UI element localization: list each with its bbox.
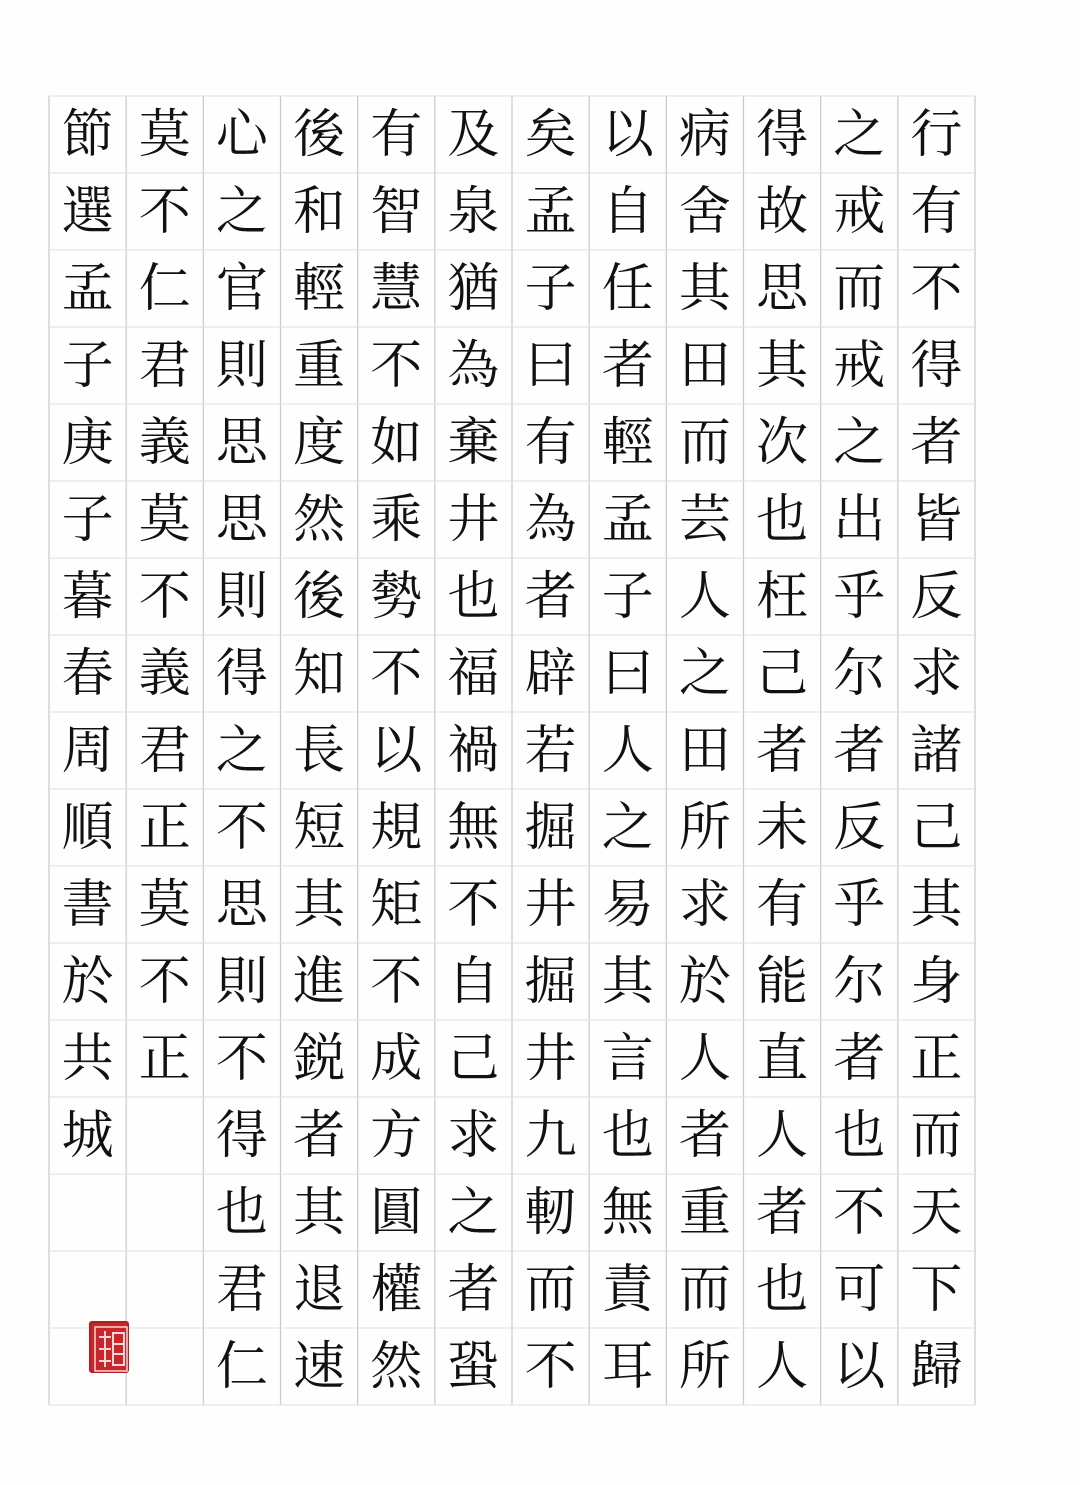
character-cell: 之: [833, 104, 886, 165]
character-cell: 城: [61, 1105, 114, 1166]
character-cell: 得: [756, 104, 809, 165]
character-cell: 耳: [601, 1336, 654, 1397]
character-cell: 皆: [910, 489, 963, 550]
character-cell: 共: [61, 1028, 114, 1089]
character-cell: 子: [524, 258, 577, 319]
character-cell: 故: [756, 181, 809, 242]
character-cell: 輕: [293, 258, 346, 319]
character-cell: 出: [833, 489, 886, 550]
character-cell: 而: [910, 1105, 963, 1166]
character-cell: 義: [138, 412, 191, 473]
character-cell: 田: [678, 720, 731, 781]
character-cell: 短: [293, 797, 346, 858]
character-cell: 之: [833, 412, 886, 473]
character-cell: 求: [678, 874, 731, 935]
text-column: [49, 96, 126, 1406]
character-cell: 暮: [61, 566, 114, 627]
character-cell: 得: [215, 1105, 268, 1166]
character-cell: 正: [910, 1028, 963, 1089]
character-cell: 不: [910, 258, 963, 319]
character-cell: 所: [678, 1336, 731, 1397]
character-cell: 乘: [370, 489, 423, 550]
character-cell: 人: [601, 720, 654, 781]
character-cell: 則: [215, 335, 268, 396]
character-cell: 行: [910, 104, 963, 165]
character-cell: 不: [138, 951, 191, 1012]
character-cell: 矣: [524, 104, 577, 165]
character-cell: 正: [138, 797, 191, 858]
character-cell: 後: [293, 104, 346, 165]
character-cell: 易: [601, 874, 654, 935]
character-cell: 以: [833, 1336, 886, 1397]
character-cell: 也: [601, 1105, 654, 1166]
character-cell: 泉: [447, 181, 500, 242]
character-cell: 孟: [524, 181, 577, 242]
character-cell: 矩: [370, 874, 423, 935]
character-cell: 仁: [215, 1336, 268, 1397]
character-cell: 人: [678, 1028, 731, 1089]
character-cell: 曰: [601, 643, 654, 704]
character-cell: 芸: [678, 489, 731, 550]
character-cell: 反: [910, 566, 963, 627]
character-cell: 者: [293, 1105, 346, 1166]
character-cell: 規: [370, 797, 423, 858]
character-cell: 若: [524, 720, 577, 781]
character-cell: 井: [524, 1028, 577, 1089]
character-cell: 無: [447, 797, 500, 858]
character-cell: 仁: [138, 258, 191, 319]
character-cell: 孟: [601, 489, 654, 550]
character-cell: 不: [370, 643, 423, 704]
character-cell: 所: [678, 797, 731, 858]
character-cell: 知: [293, 643, 346, 704]
character-cell: 任: [601, 258, 654, 319]
character-cell: 蛩: [447, 1336, 500, 1397]
character-cell: 不: [138, 566, 191, 627]
character-cell: 權: [370, 1259, 423, 1320]
character-cell: 為: [524, 489, 577, 550]
character-cell: 而: [678, 1259, 731, 1320]
character-cell: 書: [61, 874, 114, 935]
character-cell: 也: [756, 489, 809, 550]
character-cell: 圓: [370, 1182, 423, 1243]
character-cell: 思: [215, 489, 268, 550]
character-cell: 莫: [138, 104, 191, 165]
character-cell: 順: [61, 797, 114, 858]
character-cell: 之: [215, 720, 268, 781]
character-cell: 慧: [370, 258, 423, 319]
character-cell: 禍: [447, 720, 500, 781]
character-cell: 度: [293, 412, 346, 473]
character-cell: 選: [61, 181, 114, 242]
character-cell: 者: [910, 412, 963, 473]
character-cell: 尔: [833, 643, 886, 704]
character-cell: 反: [833, 797, 886, 858]
character-cell: 其: [293, 874, 346, 935]
character-cell: 周: [61, 720, 114, 781]
text-column: [435, 96, 512, 1406]
text-column: [281, 96, 358, 1406]
character-cell: 和: [293, 181, 346, 242]
character-cell: 掘: [524, 951, 577, 1012]
character-cell: 春: [61, 643, 114, 704]
character-cell: 不: [833, 1182, 886, 1243]
character-cell: 方: [370, 1105, 423, 1166]
character-cell: 無: [601, 1182, 654, 1243]
character-cell: 而: [524, 1259, 577, 1320]
character-cell: 己: [910, 797, 963, 858]
character-cell: 自: [447, 951, 500, 1012]
character-cell: 者: [756, 720, 809, 781]
character-cell: 節: [61, 104, 114, 165]
character-cell: 人: [756, 1105, 809, 1166]
character-cell: 未: [756, 797, 809, 858]
character-cell: 者: [447, 1259, 500, 1320]
character-cell: 舍: [678, 181, 731, 242]
character-cell: 進: [293, 951, 346, 1012]
character-cell: 君: [138, 720, 191, 781]
character-cell: 之: [447, 1182, 500, 1243]
character-cell: 其: [678, 258, 731, 319]
character-cell: 於: [61, 951, 114, 1012]
character-cell: 不: [370, 335, 423, 396]
character-cell: 歸: [910, 1336, 963, 1397]
character-cell: 也: [833, 1105, 886, 1166]
character-cell: 有: [910, 181, 963, 242]
character-cell: 則: [215, 951, 268, 1012]
text-column: [666, 96, 743, 1406]
character-cell: 重: [293, 335, 346, 396]
character-cell: 之: [601, 797, 654, 858]
text-column: [898, 96, 975, 1406]
character-cell: 及: [447, 104, 500, 165]
character-cell: 莫: [138, 489, 191, 550]
character-cell: 庚: [61, 412, 114, 473]
character-cell: 自: [601, 181, 654, 242]
character-cell: 者: [524, 566, 577, 627]
text-column: [589, 96, 666, 1406]
character-cell: 病: [678, 104, 731, 165]
character-cell: 戒: [833, 335, 886, 396]
character-cell: 長: [293, 720, 346, 781]
text-column: [744, 96, 821, 1406]
character-cell: 正: [138, 1028, 191, 1089]
character-cell: 官: [215, 258, 268, 319]
character-cell: 也: [447, 566, 500, 627]
character-cell: 得: [910, 335, 963, 396]
character-cell: 能: [756, 951, 809, 1012]
character-cell: 退: [293, 1259, 346, 1320]
red-seal: [89, 1321, 129, 1373]
character-cell: 下: [910, 1259, 963, 1320]
character-cell: 成: [370, 1028, 423, 1089]
character-cell: 不: [215, 1028, 268, 1089]
character-cell: 子: [601, 566, 654, 627]
character-cell: 己: [447, 1028, 500, 1089]
character-cell: 不: [138, 181, 191, 242]
character-cell: 不: [524, 1336, 577, 1397]
character-cell: 有: [756, 874, 809, 935]
text-column: [126, 96, 203, 1406]
character-cell: 曰: [524, 335, 577, 396]
character-cell: 其: [293, 1182, 346, 1243]
text-column: [512, 96, 589, 1406]
character-cell: 井: [524, 874, 577, 935]
character-cell: 其: [910, 874, 963, 935]
character-cell: 枉: [756, 566, 809, 627]
character-cell: 君: [138, 335, 191, 396]
character-cell: 思: [215, 412, 268, 473]
character-cell: 之: [678, 643, 731, 704]
character-cell: 諸: [910, 720, 963, 781]
character-cell: 重: [678, 1182, 731, 1243]
character-cell: 求: [447, 1105, 500, 1166]
character-cell: 之: [215, 181, 268, 242]
character-cell: 天: [910, 1182, 963, 1243]
character-cell: 然: [293, 489, 346, 550]
character-cell: 於: [678, 951, 731, 1012]
character-cell: 子: [61, 335, 114, 396]
character-cell: 其: [756, 335, 809, 396]
character-cell: 言: [601, 1028, 654, 1089]
character-cell: 掘: [524, 797, 577, 858]
character-cell: 戒: [833, 181, 886, 242]
character-cell: 為: [447, 335, 500, 396]
character-cell: 心: [215, 104, 268, 165]
character-cell: 則: [215, 566, 268, 627]
text-column: [821, 96, 898, 1406]
character-cell: 不: [215, 797, 268, 858]
character-cell: 其: [601, 951, 654, 1012]
character-cell: 者: [833, 1028, 886, 1089]
character-cell: 者: [833, 720, 886, 781]
character-cell: 九: [524, 1105, 577, 1166]
character-cell: 勢: [370, 566, 423, 627]
character-cell: 莫: [138, 874, 191, 935]
character-cell: 者: [601, 335, 654, 396]
character-cell: 棄: [447, 412, 500, 473]
character-cell: 責: [601, 1259, 654, 1320]
character-cell: 有: [524, 412, 577, 473]
character-cell: 而: [833, 258, 886, 319]
character-cell: 思: [215, 874, 268, 935]
character-cell: 輕: [601, 412, 654, 473]
character-cell: 子: [61, 489, 114, 550]
character-cell: 尔: [833, 951, 886, 1012]
text-column: [203, 96, 280, 1406]
character-cell: 思: [756, 258, 809, 319]
character-cell: 以: [601, 104, 654, 165]
seal-icon: [91, 1323, 131, 1375]
character-cell: 君: [215, 1259, 268, 1320]
text-column: [358, 96, 435, 1406]
character-cell: 福: [447, 643, 500, 704]
character-cell: 也: [756, 1259, 809, 1320]
character-cell: 有: [370, 104, 423, 165]
character-cell: 身: [910, 951, 963, 1012]
character-cell: 者: [756, 1182, 809, 1243]
character-cell: 軔: [524, 1182, 577, 1243]
character-cell: 求: [910, 643, 963, 704]
character-cell: 直: [756, 1028, 809, 1089]
character-cell: 可: [833, 1259, 886, 1320]
character-cell: 井: [447, 489, 500, 550]
character-cell: 智: [370, 181, 423, 242]
character-cell: 得: [215, 643, 268, 704]
character-cell: 田: [678, 335, 731, 396]
character-cell: 然: [370, 1336, 423, 1397]
character-cell: 也: [215, 1182, 268, 1243]
character-cell: 辟: [524, 643, 577, 704]
character-cell: 孟: [61, 258, 114, 319]
character-cell: 己: [756, 643, 809, 704]
character-cell: 鋭: [293, 1028, 346, 1089]
character-cell: 以: [370, 720, 423, 781]
character-cell: 乎: [833, 566, 886, 627]
character-cell: 不: [370, 951, 423, 1012]
character-cell: 速: [293, 1336, 346, 1397]
character-cell: 如: [370, 412, 423, 473]
character-cell: 者: [678, 1105, 731, 1166]
character-cell: 不: [447, 874, 500, 935]
character-cell: 猶: [447, 258, 500, 319]
character-cell: 而: [678, 412, 731, 473]
character-cell: 次: [756, 412, 809, 473]
character-cell: 義: [138, 643, 191, 704]
character-cell: 後: [293, 566, 346, 627]
character-cell: 人: [678, 566, 731, 627]
character-cell: 乎: [833, 874, 886, 935]
character-cell: 人: [756, 1336, 809, 1397]
